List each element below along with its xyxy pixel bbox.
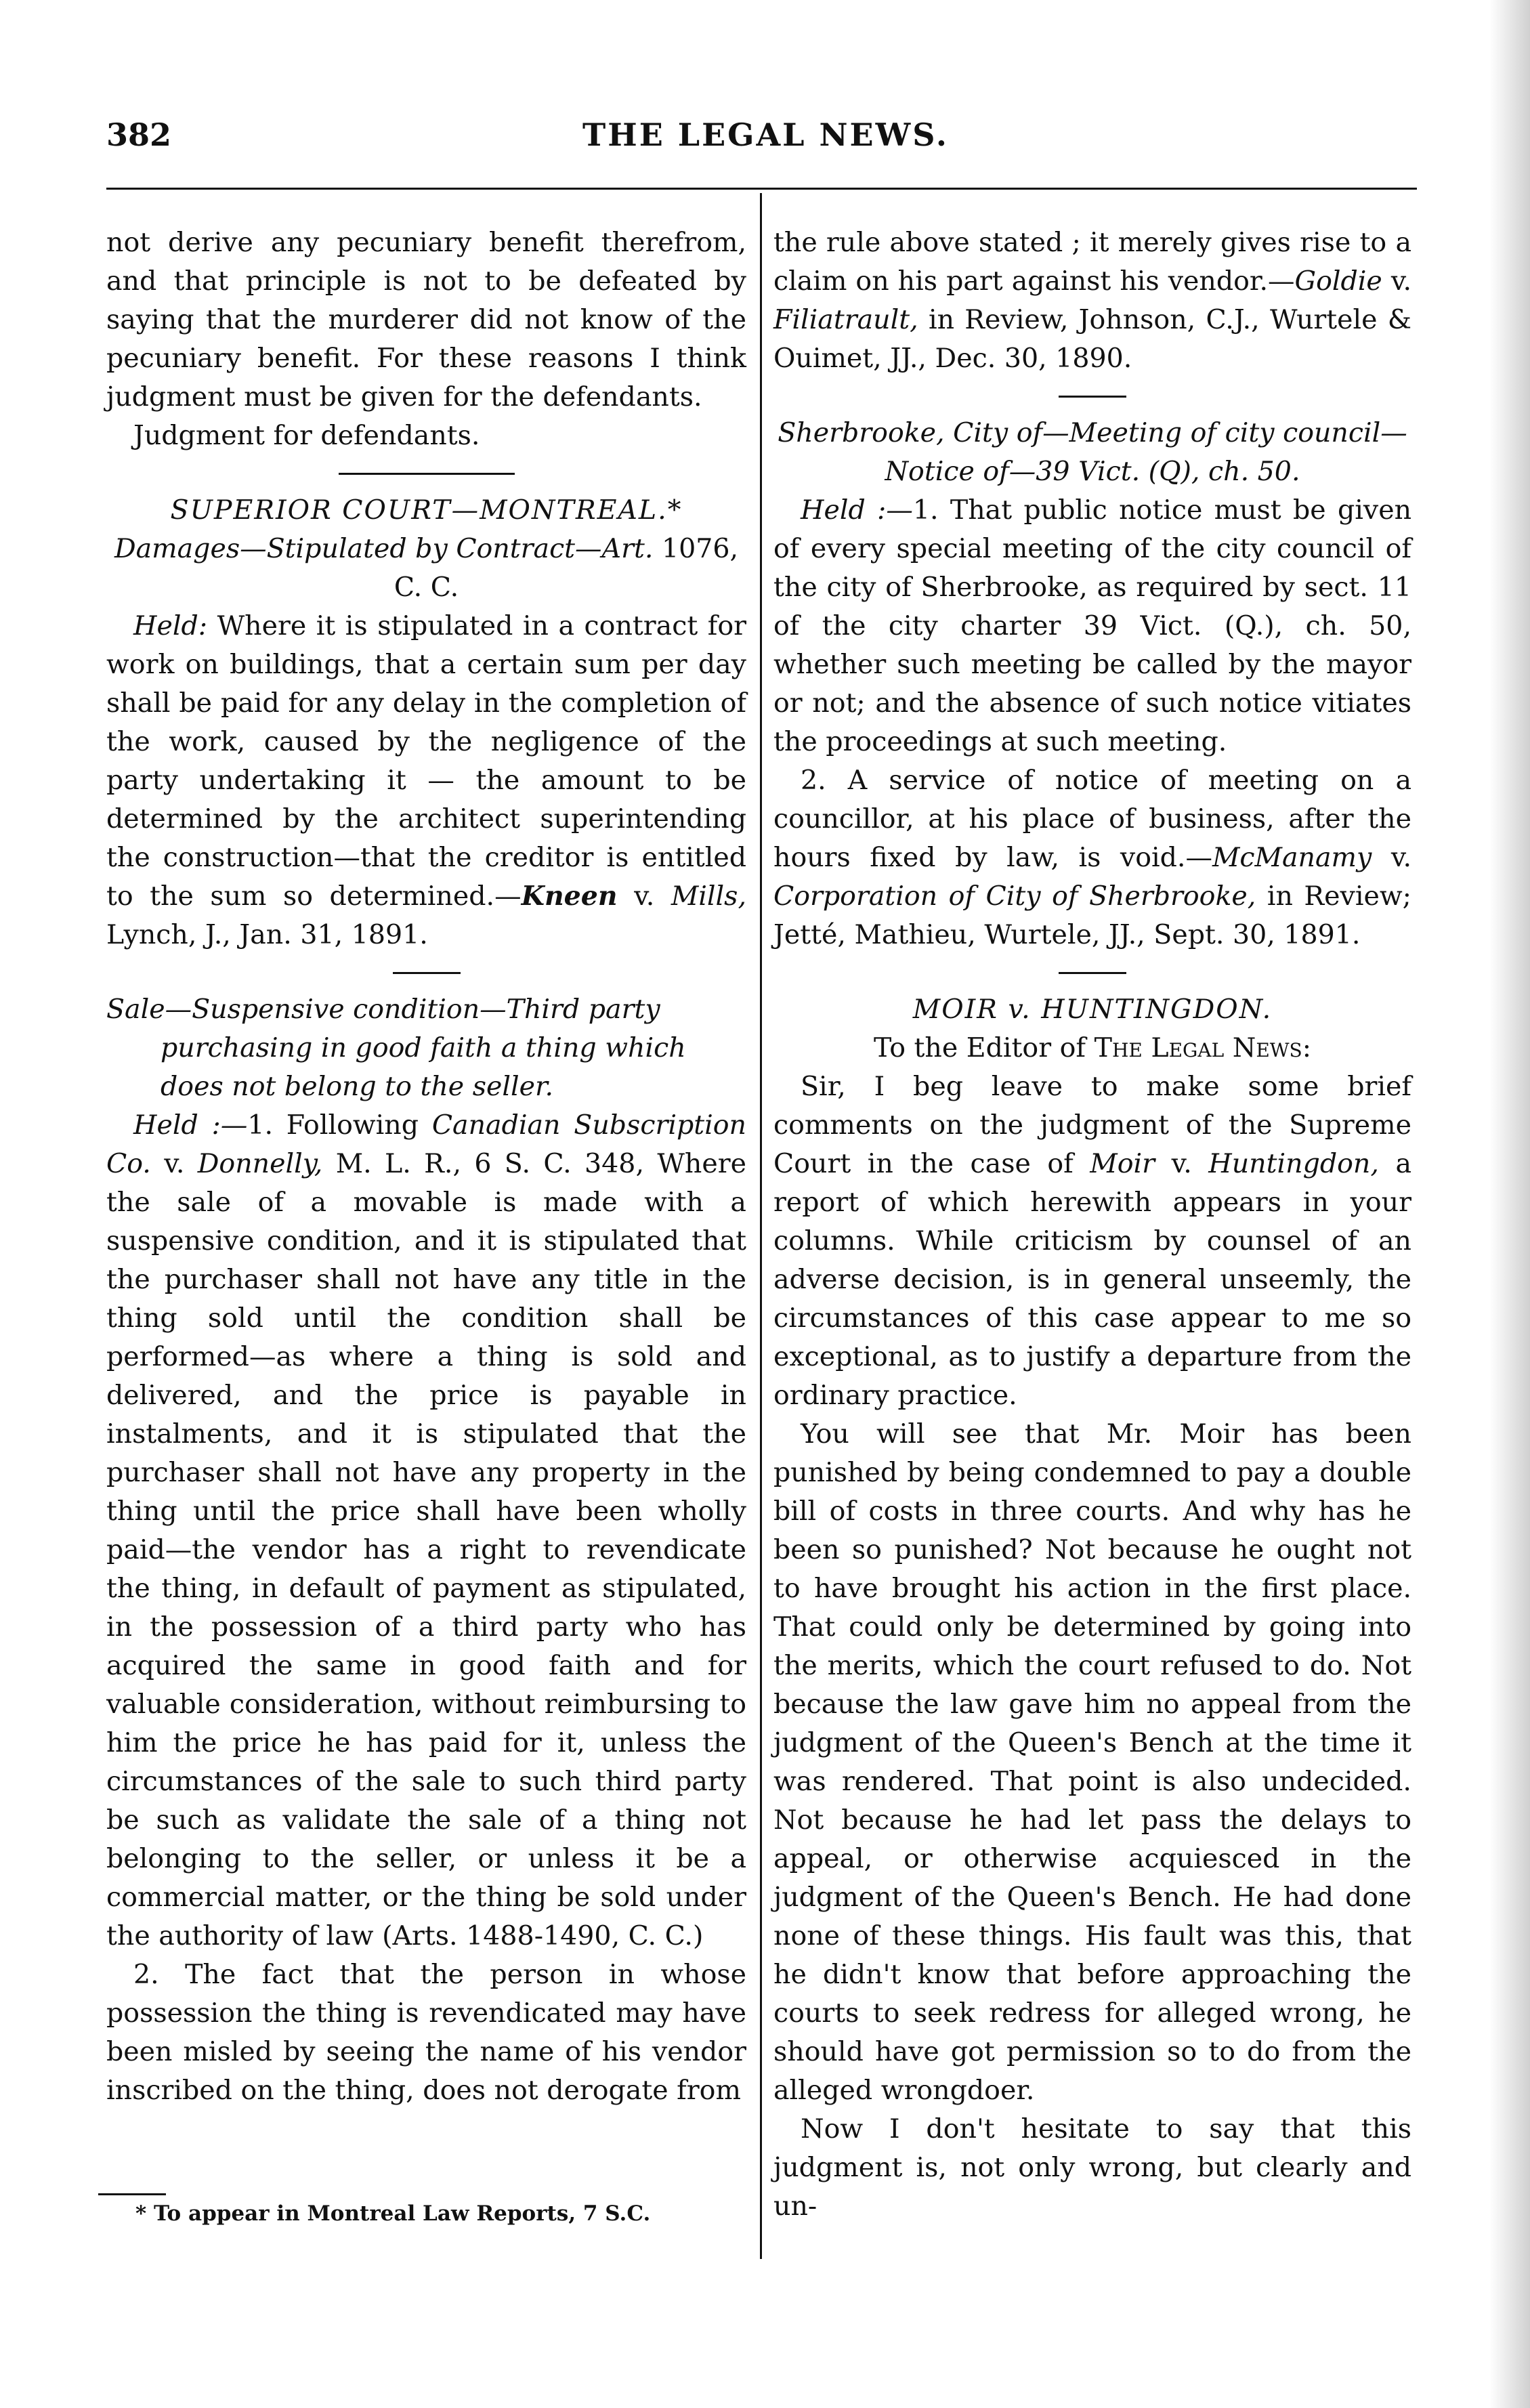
- case3-catch-a: Sherbrooke, City of—Meeting of city council—Notice of—: [778, 417, 1407, 487]
- moir-paragraph-1: [773, 1068, 1411, 1415]
- page-number: 382: [106, 117, 172, 153]
- case2-h1-a: 1. Following: [247, 1110, 419, 1141]
- continuation-citation: [773, 224, 1411, 378]
- footnote-rule: [98, 2193, 166, 2195]
- page-edge-shadow: [1489, 0, 1530, 2408]
- case3-party-a: McManamy: [1212, 842, 1372, 873]
- case3-catchline: [773, 414, 1411, 491]
- case3-held-2: [773, 761, 1411, 954]
- cont-text: the rule above stated ; it merely gives rise to a claim on his part against his vendor.—: [773, 227, 1411, 297]
- moir-salutation: [773, 1029, 1411, 1068]
- case3-catch-b: 39 Vict. (Q), ch. 50.: [1036, 456, 1300, 487]
- section-rule: [393, 972, 461, 974]
- case3-h1: 1. That public notice must be given of every special meeting of the city council of the city of Sherbrooke, as required by sect. 11 of the city charter 39 Vict. (Q.), ch. 50, whether such meeting be called by the mayor or not; and the absence of such notice vitiates the proceedings at such meeting.: [773, 494, 1412, 757]
- case3-party-b: Corporation of City of Sherbrooke,: [773, 881, 1256, 912]
- case1-party-b: Mills,: [671, 881, 746, 912]
- case1-held-text: Where it is stipulated in a contract for work on buildings, that a certain sum per day shall be paid for any delay in the completion of the work, caused by the negligence of the party undertaking it — the amount to be determined by the architect superintending the construction—that the creditor is entitled to the sum so determined.—: [106, 610, 746, 912]
- header-rule: [106, 188, 1417, 190]
- case2-catchline: Sale—Suspensive condition—Third party purchasing in good faith a thing which does not belong to the seller.: [106, 994, 686, 1102]
- case2-h1-case-b: Donnelly,: [197, 1148, 323, 1179]
- case3-held-label: Held :—: [801, 494, 913, 526]
- case2-held-1: [106, 1106, 746, 1956]
- left-column: [106, 224, 746, 2110]
- case1-catch-a: Damages—Stipulated by Contract—Art.: [114, 533, 654, 564]
- cont-party-b: Filiatrault,: [773, 304, 918, 335]
- section-rule: [1059, 972, 1126, 974]
- continuation-paragraph: not derive any pecuniary benefit therefrom, and that principle is not to be defeated by saying that the murderer did not know of the pecuniary benefit. For these reasons I think judgment must be given for the defendants.: [106, 227, 746, 413]
- cont-party-a: Goldie: [1294, 266, 1382, 297]
- case3-v: v.: [1390, 842, 1411, 873]
- moir-p1-b: a report of which herewith appears in your columns. While criticism by counsel of an adverse decision, is in general unseemly, the circumstances of this case appear to me so exceptional, as to justify a departure from the ordinary practice.: [773, 1148, 1412, 1411]
- section-rule: [1059, 396, 1126, 398]
- case1-party-a: Kneen: [521, 881, 618, 912]
- case2-held-label: Held :—: [133, 1110, 248, 1141]
- case2-h1-text: M. L. R., 6 S. C. 348, Where the sale of a movable is made with a suspensive condition, and it is stipulated that the purchaser shall not have any title in the thing sold until the condition shall be performed—as where a thing is sold and delivered, and the price is payable in instalments, and it is stipulated that the purchaser shall not have any property in the thing until the price shall have been wholly paid—the vendor has a right to revendicate the thing, in default of payment as stipulated, in the possession of a third party who has acquired the same in good faith and for valuable consideration, without reimbursing to him the price he has paid for it, unless the circumstances of the sale to such third party be such as validate the sale of a thing not belonging to the seller, or unless it be a commercial matter, or the thing be sold under the authority of law (Arts. 1488-1490, C. C.): [106, 1148, 747, 1951]
- column-divider: [760, 193, 762, 2259]
- case2-h1-v: v.: [164, 1148, 185, 1179]
- moir-p1-v: v.: [1171, 1148, 1192, 1179]
- moir-salute-c: :: [1302, 1032, 1312, 1063]
- cont-v: v.: [1390, 266, 1412, 297]
- cont-cite: in Review, Johnson, C.J., Wurtele & Ouimet, JJ., Dec. 30, 1890.: [773, 304, 1411, 374]
- moir-p1-case-a: Moir: [1090, 1148, 1155, 1179]
- case2-h1-case-a: Canadian Subscription Co.: [106, 1110, 746, 1179]
- case1-held: [106, 607, 746, 954]
- section-rule: [339, 473, 515, 475]
- right-column: [773, 224, 1411, 2226]
- judgment-line: Judgment for defendants.: [133, 420, 480, 451]
- case1-catchline: [106, 530, 746, 607]
- case3-cite: in Review; Jetté, Mathieu, Wurtele, JJ., Sept. 30, 1891.: [773, 881, 1411, 950]
- moir-p1-case-b: Huntingdon,: [1208, 1148, 1379, 1179]
- case3-held-1: [773, 491, 1411, 761]
- moir-title: MOIR v. HUNTINGDON.: [912, 994, 1273, 1025]
- moir-paragraph-2: You will see that Mr. Moir has been punished by being condemned to pay a double bill of costs in three courts. And why has he been so punished? Not because he ought not to have brought his action in the first place. That could only be determined by going into the merits, which the court refused to do. Not because the law gave him no appeal from the judgment of the Queen's Bench at the time it was rendered. That point is also undecided. Not because he had let pass the delays to appeal, or otherwise acquiesced in the judgment of the Queen's Bench. He had done none of these things. His fault was this, that he didn't know that before approaching the courts to seek redress for alleged wrong, he should have got permission so to do from the alleged wrongdoer.: [773, 1418, 1411, 2106]
- case1-v: v.: [634, 881, 655, 912]
- court-heading: SUPERIOR COURT—MONTREAL.*: [170, 494, 683, 526]
- footnote: * To appear in Montreal Law Reports, 7 S.C.: [135, 2201, 651, 2226]
- running-head: THE LEGAL NEWS.: [582, 117, 949, 153]
- case1-cite: Lynch, J., Jan. 31, 1891.: [106, 919, 428, 950]
- moir-salute-b: The Legal News: [1094, 1032, 1302, 1063]
- case1-held-label: Held:: [133, 610, 208, 641]
- moir-salute-a: To the Editor of: [873, 1032, 1086, 1063]
- moir-paragraph-3: Now I don't hesitate to say that this judgment is, not only wrong, but clearly and un-: [773, 2113, 1411, 2222]
- case1-catch-b: 1076, C. C.: [394, 533, 739, 603]
- case2-held-2: 2. The fact that the person in whose possession the thing is revendicated may have been misled by seeing the name of his vendor inscribed on the thing, does not derogate from: [106, 1959, 746, 2106]
- moir-p1-a: Sir, I beg leave to make some brief comments on the judgment of the Supreme Court in the case of: [773, 1071, 1411, 1179]
- case3-h2-a: 2. A service of notice of meeting on a councillor, at his place of business, after the hours fixed by law, is void.—: [773, 765, 1411, 873]
